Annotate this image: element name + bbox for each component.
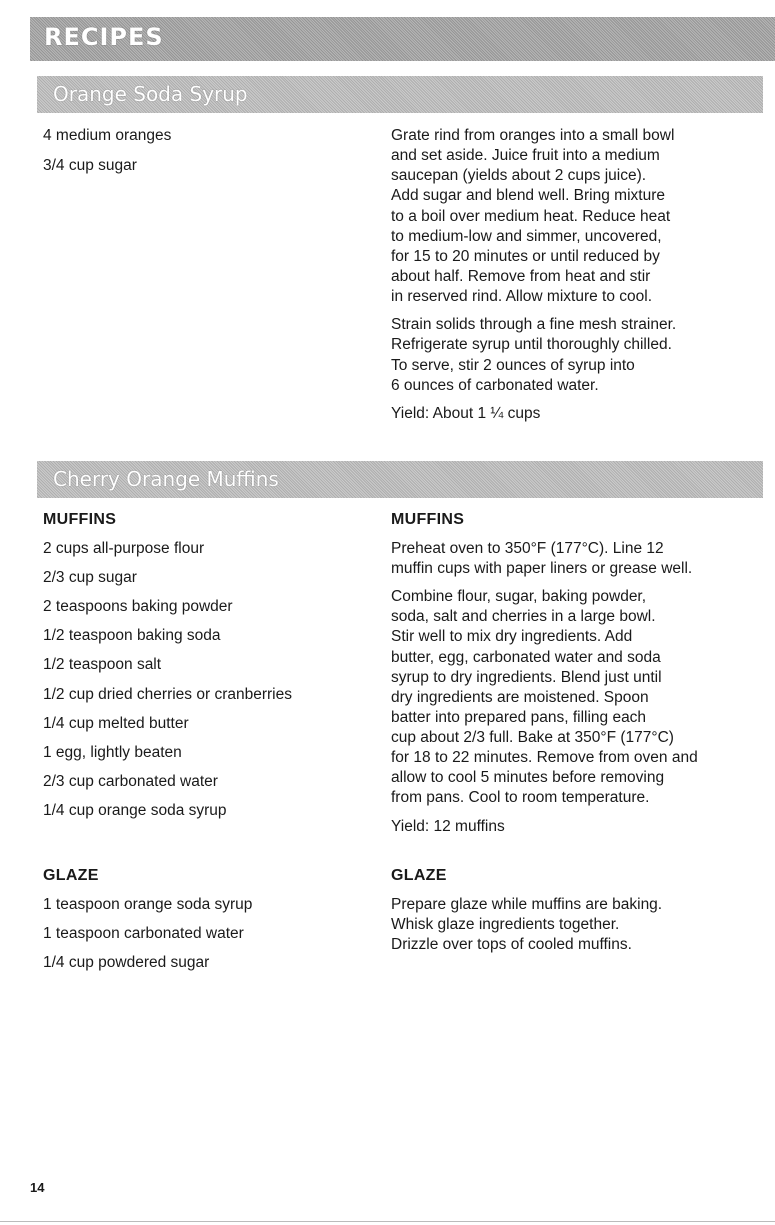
page-title: RECIPES [44, 23, 164, 51]
muffins-directions [391, 510, 775, 845]
direction-paragraph: Prepare glaze while muffins are baking. Whisk glaze ingredients together. Drizzle over tops of cooled muffins. [391, 895, 663, 954]
cherry-orange-muffins-title: Cherry Orange Muffins [53, 467, 279, 491]
glaze-ingredients [43, 866, 343, 973]
muffins-heading: MUFFINS [391, 511, 465, 528]
ingredient-item: 2/3 cup carbonated water [43, 772, 218, 790]
orange-soda-syrup-title: Orange Soda Syrup [53, 82, 248, 106]
ingredient-item: 3/4 cup sugar [43, 157, 137, 175]
ingredient-item: 1/2 teaspoon baking soda [43, 627, 221, 645]
bottom-divider [0, 1221, 775, 1222]
yield-text: Yield: 12 muffins [391, 817, 505, 835]
ingredient-item: 1 teaspoon carbonated water [43, 924, 244, 942]
ingredient-item: 2 cups all-purpose flour [43, 539, 205, 557]
ingredient-item: 1/4 cup melted butter [43, 714, 189, 732]
ingredient-item: 1/4 cup powdered sugar [43, 954, 210, 972]
ingredient-item: 2 teaspoons baking powder [43, 598, 233, 616]
ingredient-item: 1 egg, lightly beaten [43, 743, 182, 761]
ingredient-item: 4 medium oranges [43, 127, 172, 144]
ingredient-item: 1/2 teaspoon salt [43, 656, 162, 674]
direction-paragraph: Strain solids through a fine mesh strainer. Refrigerate syrup until thoroughly chilled. To serve, stir 2 ounces of syrup into 6 ounces of carbonated water. [391, 316, 677, 394]
glaze-heading: GLAZE [43, 867, 99, 884]
glaze-heading: GLAZE [391, 867, 447, 884]
ingredient-item: 1/2 cup dried cherries or cranberries [43, 685, 292, 703]
orange-soda-syrup-title-bar [37, 76, 763, 113]
ingredient-item: 1/4 cup orange soda syrup [43, 802, 227, 820]
orange-syrup-ingredients [43, 126, 343, 176]
orange-syrup-directions [391, 126, 775, 432]
direction-paragraph: Grate rind from oranges into a small bowl and set aside. Juice fruit into a medium saucepan (yields about 2 cups juice). Add sugar and blend well. Bring mixture to a boil over medium heat. Reduce heat to medium-low and simmer, uncovered, for 15 to 20 minutes or until reduced by about half. Remove from heat and stir in reserved rind. Allow mixture to cool. [391, 127, 675, 306]
page-number: 14 [30, 1180, 45, 1195]
direction-paragraph: Combine flour, sugar, baking powder, soda, salt and cherries in a large bowl. Stir well to mix dry ingredients. Add butter, egg, carbonated water and soda syrup to dry ingredients. Blend just until dry ingredients are moistened. Spoon batter into prepared pans, filling each cup about 2/3 full. Bake at 350°F (177°C) for 18 to 22 minutes. Remove from oven and allow to cool 5 minutes before removing from pans. Cool to room temperature. [391, 588, 698, 807]
direction-paragraph: Preheat oven to 350°F (177°C). Line 12 muffin cups with paper liners or grease well. [391, 539, 693, 577]
muffins-heading: MUFFINS [43, 511, 117, 528]
muffins-ingredients [43, 510, 343, 821]
recipes-banner [30, 17, 775, 61]
ingredient-item: 2/3 cup sugar [43, 568, 137, 586]
glaze-directions [391, 866, 775, 963]
ingredient-item: 1 teaspoon orange soda syrup [43, 895, 253, 913]
cherry-orange-muffins-title-bar [37, 461, 763, 498]
yield-text: Yield: About 1 ¼ cups [391, 404, 541, 422]
